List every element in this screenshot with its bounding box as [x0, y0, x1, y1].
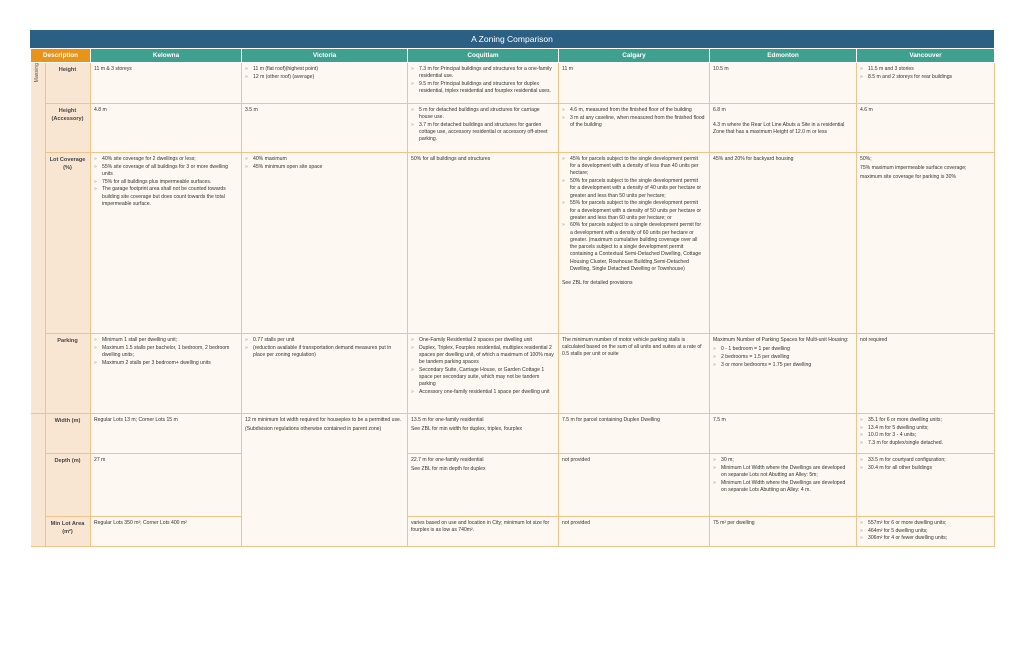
header-vancouver: Vancouver	[857, 49, 995, 63]
cell	[710, 454, 857, 517]
text-line: See ZBL for min width for duplex, triplex, fourplex	[411, 426, 523, 433]
row-lot-coverage	[31, 153, 995, 334]
list-item: » 12 m (other roof) (average)	[245, 74, 403, 81]
cell	[242, 63, 408, 104]
row-width	[31, 414, 995, 454]
list-item: » (reduction available if transportation demand measures put in place per zoning regulation)	[245, 345, 403, 359]
zoning-table	[30, 48, 995, 547]
row-label: Width (m)	[46, 414, 91, 454]
row-height-accessory	[31, 104, 995, 153]
row-label: Depth (m)	[46, 454, 91, 517]
cell	[857, 63, 995, 104]
group-massing: Massing	[31, 63, 46, 414]
cell: 4.8 m	[91, 104, 242, 153]
list-item: » 11.5 m and 3 stories	[860, 66, 990, 73]
header-edmonton: Edmonton	[710, 49, 857, 63]
text-line: 50%;	[860, 156, 872, 162]
cell	[857, 414, 995, 454]
cell	[857, 454, 995, 517]
list-item: » 45% for parcels subject to the single development permit for a development with a density of less than 40 units per hectare;	[562, 156, 705, 178]
list-item: » Minimum 1 stall per dwelling unit;	[94, 337, 237, 344]
cell	[91, 334, 242, 414]
list-item: » Minimum Lot Width where the Dwellings are developed on separate Lots not Abutting an Alley: 5m;	[713, 465, 852, 479]
list-item: » The garage footprint area shall not be counted towards building site coverage but does count towards the total impermeable surface.	[94, 186, 237, 208]
cell	[408, 414, 559, 454]
list-item: » Maximum 2 stalls per 3 bedroom+ dwelling units	[94, 360, 237, 367]
text-line: maximum site coverage for parking is 30%	[860, 174, 956, 181]
row-label: Lot Coverage (%)	[46, 153, 91, 334]
list-item: » One-Family Residential 2 spaces per dwelling unit	[411, 337, 554, 344]
list-item: » Accessory one-family residential 1 space per dwelling unit	[411, 389, 554, 396]
list-item: » 7.3 m for duplex/single detached.	[860, 440, 990, 447]
text-line: 6.8 m	[713, 107, 726, 113]
zoning-document	[30, 30, 994, 547]
text-line: 22.7 m for one-family residential	[411, 457, 484, 463]
cell: 45% and 20% for backyard housing	[710, 153, 857, 334]
cell: not required	[857, 334, 995, 414]
cell: Regular Lots 13 m; Corner Lots 15 m	[91, 414, 242, 454]
header-kelowna: Kelowna	[91, 49, 242, 63]
row-min-lot-area	[31, 517, 995, 547]
text-line: (Subdivision regulations otherwise contained in parent zone)	[245, 426, 382, 433]
cell: 10.5 m	[710, 63, 857, 104]
cell: The minimum number of motor vehicle parking stalls is calculated based on the sum of all units and suites at a rate of 0.5 stalls per unit or suite	[559, 334, 710, 414]
cell: varies based on use and location in City; minimum lot size for fourplex is as low as 740m².	[408, 517, 559, 547]
list-item: » 40% maximum	[245, 156, 403, 163]
cell: 7.5 m	[710, 414, 857, 454]
cell	[408, 63, 559, 104]
list-item: » 75% for all buildings plus impermeable surfaces.	[94, 179, 237, 186]
list-item: » 3 m at any caveline, when measured from the finished flood of the building	[562, 115, 705, 129]
header-description: Description	[31, 49, 91, 63]
row-label: Min Lot Area (m²)	[46, 517, 91, 547]
cell	[710, 104, 857, 153]
header-victoria: Victoria	[242, 49, 408, 63]
document-title: A Zoning Comparison	[30, 30, 994, 48]
cell: not provided	[559, 454, 710, 517]
cell	[857, 517, 995, 547]
cell	[408, 104, 559, 153]
cell	[408, 334, 559, 414]
list-item: » 33.5 m for courtyard configuration;	[860, 457, 990, 464]
list-item: » 13.4 m for 5 dwelling units;	[860, 425, 990, 432]
list-item: » 2 bedrooms = 1.5 per dwelling	[713, 354, 852, 361]
list-item: » 45% minimum open site space	[245, 164, 403, 171]
list-item: » Minimum Lot Width where the Dwellings are developed on separate Lots Abutting an Alley: 4 m.	[713, 480, 852, 494]
text-line: 75% maximum impermeable surface coverage;	[860, 165, 967, 172]
list-item: » 3.7 m for detached buildings and structures for garden cottage use, accessory residential or accessory off-street parking.	[411, 122, 554, 144]
cell: 11 m & 3 storeys	[91, 63, 242, 104]
row-label: Height (Accessory)	[46, 104, 91, 153]
list-item: » Maximum 1.5 stalls per bachelor, 1 bedroom, 2 bedroom dwelling units;	[94, 345, 237, 359]
cell	[242, 334, 408, 414]
list-item: » 30.4 m for all other buildings	[860, 465, 990, 472]
list-item: » 306m² for 4 or fewer dwelling units;	[860, 535, 990, 542]
list-item: » Secondary Suite, Carriage House, or Garden Cottage 1 space per secondary suite, which may not be tandem parking	[411, 367, 554, 389]
list-item: » 10.0 m for 3 - 4 units;	[860, 432, 990, 439]
cell	[242, 414, 408, 547]
cell	[559, 104, 710, 153]
row-label: Height	[46, 63, 91, 104]
text-line: 13.5 m for one-family residential	[411, 417, 484, 423]
list-item: » 11 m (flat roof)(highest point)	[245, 66, 403, 73]
cell	[857, 153, 995, 334]
cell: 3.5 m	[242, 104, 408, 153]
list-item: » 8.5 m and 2 storeys for rear buildings	[860, 74, 990, 81]
list-item: » 3 or more bedrooms = 1.75 per dwelling	[713, 362, 852, 369]
list-item: » 9.5 m for Principal buildings and structures for duplex residential, triplex residential and fourplex residential uses.	[411, 81, 554, 95]
text-line: See ZBL for min depth for duplex	[411, 466, 486, 473]
list-item: » Duplex, Triplex, Fourplex residential, multiplex residential 2 spaces per dwelling unit, of which a maximum of 100% may be tandem parking spaces	[411, 345, 554, 367]
row-label: Parking	[46, 334, 91, 414]
list-item: » 557m² for 6 or more dwelling units;	[860, 520, 990, 527]
list-item: » 0 - 1 bedroom = 1 per dwelling	[713, 346, 852, 353]
cell	[710, 334, 857, 414]
list-item: » 60% for parcels subject to a single development permit for a development with a density of 60 units per hectare or greater. (maximum cumulative building coverage over all the parcels subject to a single development permit containing a Contextual Semi-Detached Dwelling, Cottage Housing Cluster, Rowhouse Building,Semi-Detached Dwelling, Single Detached Dwelling or Townhouse)	[562, 222, 705, 273]
cell: Regular Lots 350 m²; Corner Lots 400 m²	[91, 517, 242, 547]
list-item: » 55% for parcels subject to the single development permit for a development with a density of 50 units per hectare or greater and less than 60 units per hectare; or	[562, 200, 705, 222]
list-item: » 5 m for detached buildings and structures for carriage house use.	[411, 107, 554, 121]
header-calgary: Calgary	[559, 49, 710, 63]
list-item: » 30 m;	[713, 457, 852, 464]
cell: 50% for all buildings and structures	[408, 153, 559, 334]
list-item: » 55% site coverage of all buildings for 3 or more dwelling units	[94, 164, 237, 178]
cell	[242, 153, 408, 334]
list-item: » 40% site coverage for 2 dwellings or less;	[94, 156, 237, 163]
text-line: Maximum Number of Parking Spaces for Multi-unit Housing:	[713, 337, 849, 343]
header-coquitlam: Coquitlam	[408, 49, 559, 63]
row-depth	[31, 454, 995, 517]
text-line: 4.3 m where the Rear Lot Line Abuts a Site in a residential Zone that has a maximum Height of 12.0 m or less	[713, 122, 845, 136]
list-item: » 35.1 for 6 or more dwelling units;	[860, 417, 990, 424]
list-item: » 0.77 stalls per unit	[245, 337, 403, 344]
list-item: » 50% for parcels subject to the single development permit for a development with a density of 40 units per hectare or greater and less than 50 units per hectare;	[562, 178, 705, 200]
cell: not provided	[559, 517, 710, 547]
cell: 7.5 m for parcel containing Duplex Dwelling	[559, 414, 710, 454]
group-lot	[31, 414, 46, 547]
list-item: » 4.6 m, measured from the finished floor of the building	[562, 107, 705, 114]
list-item: » 7.3 m for Principal buildings and structures for a one-family residential use.	[411, 66, 554, 80]
cell	[408, 454, 559, 517]
row-height	[31, 63, 995, 104]
text-line: See ZBL for detailed provisions	[562, 279, 633, 286]
list-item: » 464m² for 5 dwelling units;	[860, 528, 990, 535]
row-parking	[31, 334, 995, 414]
cell: 27 m	[91, 454, 242, 517]
header-row	[31, 49, 995, 63]
text-line: 12 m minimum lot width required for houseplex to be a permitted use.	[245, 417, 402, 423]
cell: 4.6 m	[857, 104, 995, 153]
cell	[91, 153, 242, 334]
cell	[559, 153, 710, 334]
cell: 75 m² per dwelling	[710, 517, 857, 547]
cell: 11 m	[559, 63, 710, 104]
